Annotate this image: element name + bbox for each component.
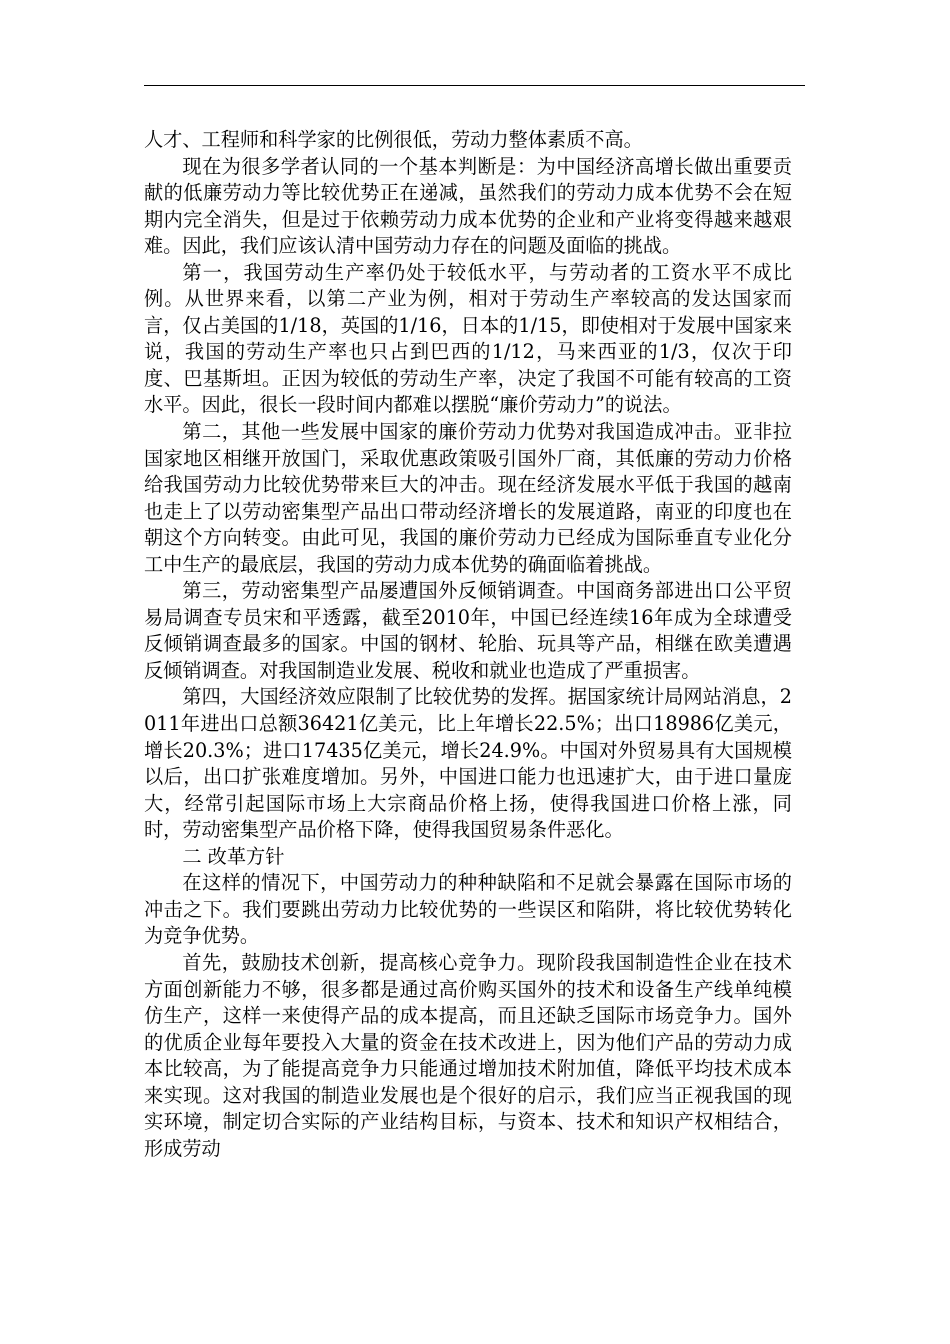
paragraph-6: 第四，大国经济效应限制了比较优势的发挥。据国家统计局网站消息，2011年进出口总额36421亿美元，比上年增长22.5%；出口18986亿美元，增长20.3%；进口17435亿美元，增长24.9%。中国对外贸易具有大国规模以后，出口扩张难度增加。另外，中国进口能力也迅速扩大，由于进口量庞大，经常引起国际市场上大宗商品价格上扬，使得我国进口价格上涨，同时，劳动密集型产品价格下降，使得我国贸易条件恶化。 <box>144 685 792 842</box>
section-heading: 二 改革方针 <box>182 844 285 868</box>
header-rule <box>144 85 805 86</box>
paragraph-5: 第三，劳动密集型产品屡遭国外反倾销调查。中国商务部进出口公平贸易局调查专员宋和平透露，截至2010年，中国已经连续16年成为全球遭受反倾销调查最多的国家。中国的钢材、轮胎、玩具等产品，相继在欧美遭遇反倾销调查。对我国制造业发展、税收和就业也造成了严重损害。 <box>144 579 792 682</box>
paragraph-1: 人才、工程师和科学家的比例很低，劳动力整体素质不高。 <box>144 128 643 151</box>
paragraph-3: 第一，我国劳动生产率仍处于较低水平，与劳动者的工资水平不成比例。从世界来看，以第二产业为例，相对于劳动生产率较高的发达国家而言，仅占美国的1/18，英国的1/16，日本的1/15，即使相对于发展中国家来说，我国的劳动生产率也只占到巴西的1/12，马来西亚的1/3，仅次于印度、巴基斯坦。正因为较低的劳动生产率，决定了我国不可能有较高的工资水平。因此，很长一段时间内都难以摆脱“廉价劳动力”的说法。 <box>144 260 792 417</box>
paragraph-8: 首先，鼓励技术创新，提高核心竞争力。现阶段我国制造性企业在技术方面创新能力不够，很多都是通过高价购买国外的技术和设备生产线单纯模仿生产，这样一来使得产品的成本提高，而且还缺乏国际市场竞争力。国外的优质企业每年要投入大量的资金在技术改进上，因为他们产品的劳动力成本比较高，为了能提高竞争力只能通过增加技术附加值，降低平均技术成本来实现。这对我国的制造业发展也是个很好的启示，我们应当正视我国的现实环境，制定切合实际的产业结构目标，与资本、技术和知识产权相结合，形成劳动 <box>144 950 792 1160</box>
paragraph-7: 在这样的情况下，中国劳动力的种种缺陷和不足就会暴露在国际市场的冲击之下。我们要跳出劳动力比较优势的一些误区和陷阱，将比较优势转化为竞争优势。 <box>144 871 792 948</box>
body-text <box>144 127 792 1162</box>
paragraph-4: 第二，其他一些发展中国家的廉价劳动力优势对我国造成冲击。亚非拉国家地区相继开放国门，采取优惠政策吸引国外厂商，其低廉的劳动力价格给我国劳动力比较优势带来巨大的冲击。现在经济发展水平低于我国的越南也走上了以劳动密集型产品出口带动经济增长的发展道路，南亚的印度也在朝这个方向转变。由此可见，我国的廉价劳动力已经成为国际垂直专业化分工中生产的最底层，我国的劳动力成本优势的确面临着挑战。 <box>144 420 792 576</box>
paragraph-2: 现在为很多学者认同的一个基本判断是：为中国经济高增长做出重要贡献的低廉劳动力等比较优势正在递减，虽然我们的劳动力成本优势不会在短期内完全消失，但是过于依赖劳动力成本优势的企业和产业将变得越来越艰难。因此，我们应该认清中国劳动力存在的问题及面临的挑战。 <box>144 154 792 258</box>
